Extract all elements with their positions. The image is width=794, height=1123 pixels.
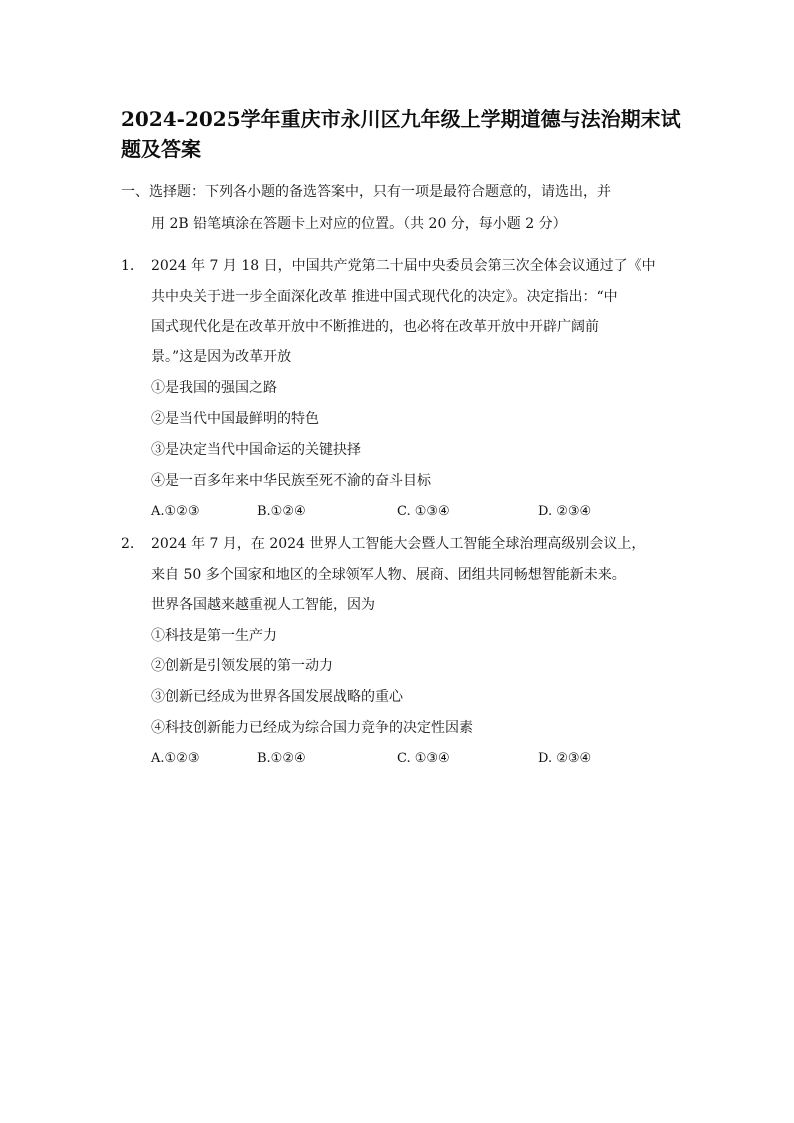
question-1-item-2: ②是当代中国最鲜明的特色 [151,411,319,427]
question-2-stem-line-3: 世界各国越来越重视人工智能，因为 [151,597,375,613]
question-2-number: 2. [121,536,135,552]
question-1-stem-line-3: 国式现代化是在改革开放中不断推进的，也必将在改革开放中开辟广阔前 [151,319,599,335]
question-1-item-1: ①是我国的强国之路 [151,380,277,396]
section-heading-line-1: 一、选择题：下列各小题的备选答案中，只有一项是最符合题意的，请选出，并 [121,184,611,200]
document-title: 2024-2025学年重庆市永川区九年级上学期道德与法治期末试题及答案 [121,107,681,161]
question-1-option-b: B.①②④ [257,504,306,519]
question-1-stem-line-1: 2024 年 7 月 18 日，中国共产党第二十届中央委员会第三次全体会议通过了《中 [151,258,656,274]
question-1-stem-line-2: 共中央关于进一步全面深化改革 推进中国式现代化的决定》。决定指出：“中 [151,289,618,305]
section-heading-line-2: 用 2B 铅笔填涂在答题卡上对应的位置。（共 20 分，每小题 2 分） [151,216,567,232]
question-2-item-4: ④科技创新能力已经成为综合国力竞争的决定性因素 [151,720,473,736]
question-2-item-1: ①科技是第一生产力 [151,628,277,644]
question-1-option-a: A.①②③ [151,504,200,519]
question-2-option-d: D. ②③④ [538,751,592,766]
question-1-stem-line-4: 景。”这是因为改革开放 [151,349,292,365]
question-1-number: 1. [121,258,135,274]
question-1-option-c: C. ①③④ [397,504,450,519]
question-2-option-c: C. ①③④ [397,751,450,766]
question-1-item-4: ④是一百多年来中华民族至死不渝的奋斗目标 [151,473,431,489]
question-1-option-d: D. ②③④ [538,504,592,519]
question-2-option-b: B.①②④ [257,751,306,766]
question-2-item-2: ②创新是引领发展的第一动力 [151,658,333,674]
question-2-option-a: A.①②③ [151,751,200,766]
question-2-item-3: ③创新已经成为世界各国发展战略的重心 [151,689,403,705]
question-2-stem-line-2: 来自 50 多个国家和地区的全球领军人物、展商、团组共同畅想智能新未来。 [151,567,626,583]
question-1-item-3: ③是决定当代中国命运的关键抉择 [151,442,361,458]
question-2-stem-line-1: 2024 年 7 月，在 2024 世界人工智能大会暨人工智能全球治理高级别会议上， [151,536,646,552]
